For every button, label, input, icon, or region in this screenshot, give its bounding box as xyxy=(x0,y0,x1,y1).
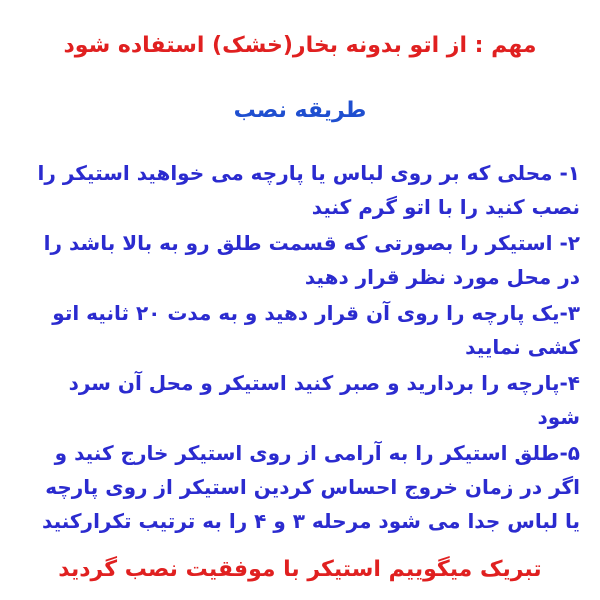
step-4: ۴-پارچه را بردارید و صبر کنید استیکر و محل آن سرد شود xyxy=(68,371,580,429)
installation-steps-list xyxy=(28,156,580,540)
important-warning: مهم : از اتو بدونه بخار(خشک) استفاده شود xyxy=(63,33,537,58)
success-message: تبریک میگوییم استیکر با موفقیت نصب گردید xyxy=(58,557,542,582)
step-2: ۲- استیکر را بصورتی که قسمت طلق رو به بالا باشد را در محل مورد نظر قرار دهید xyxy=(43,231,580,289)
step-5: ۵-طلق استیکر را به آرامی از روی استیکر خارج کنید و اگر در زمان خروج احساس کردین استیکر از روی پارچه یا لباس جدا می شود مرحله ۳ و ۴ را به ترتیب تکرارکنید xyxy=(42,441,580,533)
installation-method-heading: طریقه نصب xyxy=(233,98,367,123)
step-3: ۳-یک پارچه را روی آن قرار دهید و به مدت ۲۰ ثانیه اتو کشی نمایید xyxy=(52,301,580,359)
step-1: ۱- محلی که بر روی لباس یا پارچه می خواهید استیکر را نصب کنید را با اتو گرم کنید xyxy=(37,161,580,219)
